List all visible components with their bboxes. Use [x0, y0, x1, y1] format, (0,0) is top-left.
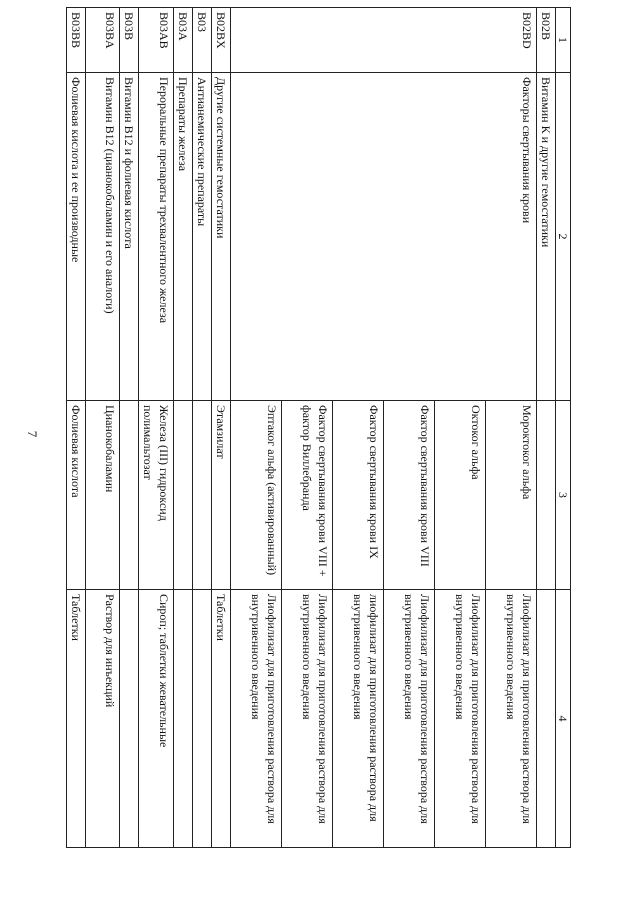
atc-code: B02B	[537, 8, 556, 73]
atc-code: B02BD	[231, 8, 537, 73]
atc-group-name: Препараты железа	[174, 73, 193, 401]
col-header-3: 3	[556, 401, 571, 590]
table-row	[212, 8, 231, 848]
drug-form: Лиофилизат для приготовления раствора для внутривенного введения	[282, 590, 333, 848]
col-header-1: 1	[556, 8, 571, 73]
atc-code: B02BX	[212, 8, 231, 73]
drug-inn: Фактор свертывания крови VIII + фактор Виллебранда	[282, 401, 333, 590]
table-header-row	[556, 8, 571, 848]
atc-code: B03A	[174, 8, 193, 73]
table-row	[193, 8, 212, 848]
atc-group-name: Другие системные гемостатики	[212, 73, 231, 401]
atc-group-name: Витамин К и другие гемостатики	[537, 73, 556, 401]
drug-form: Лиофилизат для приготовления раствора для внутривенного введения	[435, 590, 486, 848]
drug-form: Раствор для инъекций	[86, 590, 120, 848]
drug-form: лиофилизат для приготовления раствора для внутривенного введения	[333, 590, 384, 848]
atc-group-name: Антианемические препараты	[193, 73, 212, 401]
atc-group-name: Факторы свертывания крови	[231, 73, 537, 401]
drug-form: Лиофилизат для приготовления раствора для внутривенного введения	[231, 590, 282, 848]
drug-inn: Мороктоког альфа	[486, 401, 537, 590]
drug-inn: Железа (III) гидроксид полимальтозат	[139, 401, 174, 590]
col-header-4: 4	[556, 590, 571, 848]
drug-inn: Цианокобаламин	[86, 401, 120, 590]
table-row	[86, 8, 120, 848]
drug-inn: Фактор свертывания крови IX	[333, 401, 384, 590]
drug-inn: Октоког альфа	[435, 401, 486, 590]
atc-group-name: Пероральные препараты трехвалентного железа	[139, 73, 174, 401]
atc-group-name: Витамин B12 (цианокобаламин и его аналоги)	[86, 73, 120, 401]
page-number: 7	[25, 430, 40, 438]
table-row	[174, 8, 193, 848]
drug-form: Лиофилизат для приготовления раствора для внутривенного введения	[384, 590, 435, 848]
drug-form: Таблетки	[212, 590, 231, 848]
table-row	[67, 8, 86, 848]
drug-form: Таблетки	[67, 590, 86, 848]
table-row	[486, 8, 537, 848]
drug-form: Сироп; таблетки жевательные	[139, 590, 174, 848]
drug-table	[66, 7, 571, 848]
atc-code: B03B	[120, 8, 139, 73]
drug-form: Лиофилизат для приготовления раствора для внутривенного введения	[486, 590, 537, 848]
drug-inn: Фактор свертывания крови VIII	[384, 401, 435, 590]
atc-code: B03AB	[139, 8, 174, 73]
atc-group-name: Фолиевая кислота и ее производные	[67, 73, 86, 401]
drug-inn: Этамзилат	[212, 401, 231, 590]
atc-code: B03BB	[67, 8, 86, 73]
table-row	[120, 8, 139, 848]
col-header-2: 2	[556, 73, 571, 401]
drug-inn: Эптаког альфа (активированный)	[231, 401, 282, 590]
table-row	[537, 8, 556, 848]
atc-code: B03BA	[86, 8, 120, 73]
rotated-page	[66, 7, 571, 847]
atc-group-name: Витамин B12 и фолиевая кислота	[120, 73, 139, 401]
table-row	[139, 8, 174, 848]
atc-code: B03	[193, 8, 212, 73]
drug-inn: Фолиевая кислота	[67, 401, 86, 590]
